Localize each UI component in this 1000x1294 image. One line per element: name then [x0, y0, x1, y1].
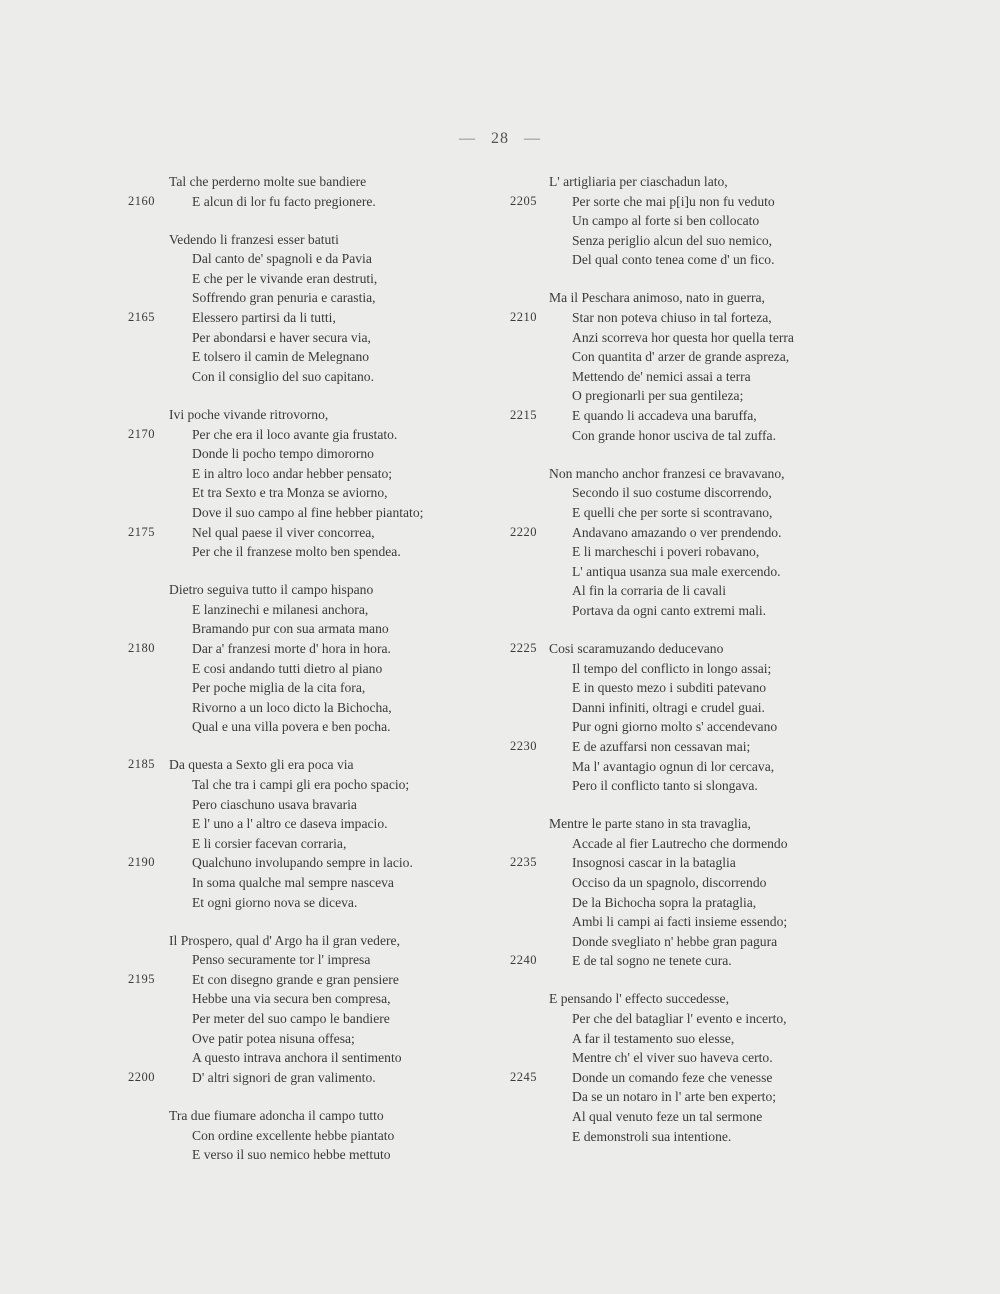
verse-line	[500, 1048, 1000, 1068]
verse-line	[0, 619, 500, 639]
stanza	[0, 931, 500, 1088]
page-header	[0, 130, 1000, 148]
verse-line	[0, 989, 500, 1009]
verse-line	[0, 698, 500, 718]
verse-line	[0, 834, 500, 854]
verse-text: Il Prospero, qual d' Argo ha il gran vedere,	[169, 932, 400, 948]
verse-text: Accade al fier Lautrecho che dormendo	[572, 835, 788, 851]
verse-text: Al fin la corraria de li cavali	[572, 583, 726, 599]
stanza	[0, 405, 500, 562]
verse-line	[500, 426, 1000, 446]
verse-text: Mentre le parte stano in sta travaglia,	[549, 816, 751, 832]
verse-line	[500, 989, 1000, 1009]
verse-line	[0, 814, 500, 834]
line-number: 2240	[510, 953, 537, 968]
verse-line	[500, 288, 1000, 308]
verse-text: Dove il suo campo al fine hebber piantato;	[192, 504, 424, 520]
verse-line	[500, 562, 1000, 582]
verse-line	[500, 757, 1000, 777]
verse-line	[500, 1068, 1000, 1088]
verse-line	[0, 1029, 500, 1049]
verse-line	[0, 873, 500, 893]
verse-line	[500, 192, 1000, 212]
line-number: 2160	[128, 193, 155, 208]
verse-line	[0, 249, 500, 269]
verse-line	[500, 581, 1000, 601]
verse-text: Hebbe una via secura ben compresa,	[192, 991, 391, 1007]
verse-line	[0, 893, 500, 913]
verse-line	[0, 347, 500, 367]
stanza	[0, 230, 500, 387]
verse-line	[500, 893, 1000, 913]
verse-text: Donde un comando feze che venesse	[572, 1069, 773, 1085]
verse-text: Da questa a Sexto gli era poca via	[169, 757, 354, 773]
verse-text: Rivorno a un loco dicto la Bichocha,	[192, 699, 392, 715]
verse-line	[500, 1087, 1000, 1107]
verse-line	[0, 1106, 500, 1126]
verse-text: Donde svegliato n' hebbe gran pagura	[572, 933, 778, 949]
verse-text: Et ogni giorno nova se diceva.	[192, 894, 358, 910]
verse-text: E quelli che per sorte si scontravano,	[572, 504, 773, 520]
verse-line	[0, 192, 500, 212]
header-dash-left: —	[459, 130, 476, 147]
verse-line	[0, 464, 500, 484]
verse-text: A questo intrava anchora il sentimento	[192, 1050, 402, 1066]
verse-text: Un campo al forte si ben collocato	[572, 213, 760, 229]
verse-text: Con grande honor usciva de tal zuffa.	[572, 427, 776, 443]
verse-line	[500, 347, 1000, 367]
line-number: 2170	[128, 426, 155, 441]
verse-text: Per abondarsi e haver secura via,	[192, 329, 371, 345]
line-number: 2175	[128, 524, 155, 539]
verse-line	[500, 912, 1000, 932]
verse-text: Per poche miglia de la cita fora,	[192, 680, 366, 696]
verse-text: Del qual conto tenea come d' un fico.	[572, 252, 775, 268]
verse-line	[500, 814, 1000, 834]
verse-text: Da se un notaro in l' arte ben experto;	[572, 1089, 777, 1105]
verse-line	[0, 425, 500, 445]
verse-line	[500, 853, 1000, 873]
verse-line	[500, 1009, 1000, 1029]
verse-text: Donde li pocho tempo dimororno	[192, 446, 374, 462]
verse-line	[0, 678, 500, 698]
verse-text: Pero il conflicto tanto si slongava.	[572, 778, 758, 794]
line-number: 2230	[510, 738, 537, 753]
verse-line	[0, 328, 500, 348]
verse-line	[500, 231, 1000, 251]
verse-line	[500, 542, 1000, 562]
stanza	[0, 1106, 500, 1165]
verse-text: E quando li accadeva una baruffa,	[572, 408, 757, 424]
verse-line	[500, 601, 1000, 621]
verse-text: Con quantita d' arzer de grande aspreza,	[572, 349, 790, 365]
verse-line	[0, 367, 500, 387]
stanza	[0, 755, 500, 912]
verse-line	[0, 1048, 500, 1068]
verse-text: E cosi andando tutti dietro al piano	[192, 660, 383, 676]
verse-line	[0, 950, 500, 970]
verse-line	[500, 951, 1000, 971]
verse-text: Con ordine excellente hebbe piantato	[192, 1127, 395, 1143]
verse-line	[500, 717, 1000, 737]
verse-line	[500, 932, 1000, 952]
verse-line	[0, 444, 500, 464]
verse-line	[500, 328, 1000, 348]
verse-text: Danni infiniti, oltragi e crudel guai.	[572, 699, 765, 715]
verse-text: D' altri signori de gran valimento.	[192, 1069, 376, 1085]
line-number: 2200	[128, 1069, 155, 1084]
verse-text: Pur ogni giorno molto s' accendevano	[572, 719, 778, 735]
verse-text: E verso il suo nemico hebbe mettuto	[192, 1147, 391, 1163]
stanza	[500, 639, 1000, 796]
verse-text: Tra due fiumare adoncha il campo tutto	[169, 1107, 384, 1123]
verse-line	[500, 386, 1000, 406]
verse-text: Con il consiglio del suo capitano.	[192, 368, 374, 384]
verse-text: E li marcheschi i poveri robavano,	[572, 544, 760, 560]
verse-line	[500, 211, 1000, 231]
verse-text: Elessero partirsi da li tutti,	[192, 310, 336, 326]
verse-text: Secondo il suo costume discorrendo,	[572, 485, 772, 501]
verse-line	[0, 755, 500, 775]
page-number: 28	[491, 130, 509, 147]
verse-line	[0, 717, 500, 737]
verse-line	[0, 288, 500, 308]
verse-text: Per che il franzese molto ben spendea.	[192, 544, 401, 560]
verse-line	[0, 542, 500, 562]
verse-text: Al qual venuto feze un tal sermone	[572, 1109, 763, 1125]
verse-line	[0, 853, 500, 873]
verse-line	[0, 308, 500, 328]
verse-text: Qual e una villa povera e ben pocha.	[192, 719, 391, 735]
verse-text: Cosi scaramuzando deducevano	[549, 640, 724, 656]
verse-text: E che per le vivande eran destruti,	[192, 270, 378, 286]
verse-line	[500, 737, 1000, 757]
verse-line	[0, 659, 500, 679]
verse-line	[500, 406, 1000, 426]
verse-line	[500, 1107, 1000, 1127]
verse-text: E li corsier facevan corraria,	[192, 835, 347, 851]
line-number: 2195	[128, 971, 155, 986]
verse-line	[500, 659, 1000, 679]
verse-text: L' artigliaria per ciaschadun lato,	[549, 174, 728, 189]
verse-text: Occiso da un spagnolo, discorrendo	[572, 875, 767, 890]
verse-text: Ove patir potea nisuna offesa;	[192, 1030, 355, 1046]
verse-line	[500, 523, 1000, 543]
verse-line	[500, 367, 1000, 387]
verse-text: Per sorte che mai p[i]u non fu veduto	[572, 193, 775, 209]
verse-text: Per meter del suo campo le bandiere	[192, 1011, 390, 1027]
verse-text: Et tra Sexto e tra Monza se aviorno,	[192, 485, 388, 501]
right-column	[500, 172, 1000, 1165]
verse-line	[0, 405, 500, 425]
verse-line	[0, 230, 500, 250]
stanza	[500, 989, 1000, 1146]
stanza	[500, 288, 1000, 445]
verse-text: E in altro loco andar hebber pensato;	[192, 465, 393, 481]
header-dash-right: —	[524, 130, 541, 147]
line-number: 2225	[510, 640, 537, 655]
verse-line	[500, 483, 1000, 503]
verse-text: Star non poteva chiuso in tal forteza,	[572, 310, 772, 326]
verse-text: Et con disegno grande e gran pensiere	[192, 971, 399, 987]
verse-text: Tal che perderno molte sue bandiere	[169, 174, 367, 189]
line-number: 2220	[510, 524, 537, 539]
line-number: 2235	[510, 855, 537, 870]
line-number: 2185	[128, 757, 155, 772]
verse-text: Per che del batagliar l' evento e incerto,	[572, 1011, 787, 1027]
verse-line	[500, 250, 1000, 270]
verse-line	[0, 970, 500, 990]
verse-text: Vedendo li franzesi esser batuti	[169, 231, 339, 247]
verse-text: E de azuffarsi non cessavan mai;	[572, 738, 751, 754]
line-number: 2190	[128, 855, 155, 870]
verse-line	[0, 523, 500, 543]
verse-text: Andavano amazando o ver prendendo.	[572, 524, 782, 540]
verse-text: L' antiqua usanza sua male exercendo.	[572, 563, 781, 579]
verse-text: E pensando l' effecto succedesse,	[549, 991, 729, 1007]
verse-text: Dietro seguiva tutto il campo hispano	[169, 582, 374, 598]
verse-line	[500, 639, 1000, 659]
left-column	[0, 172, 500, 1183]
verse-text: A far il testamento suo elesse,	[572, 1030, 735, 1046]
verse-line	[0, 503, 500, 523]
verse-line	[500, 834, 1000, 854]
verse-line	[0, 580, 500, 600]
verse-line	[500, 698, 1000, 718]
verse-line	[0, 1068, 500, 1088]
verse-line	[500, 678, 1000, 698]
stanza	[500, 814, 1000, 971]
verse-line	[500, 503, 1000, 523]
verse-text: Pero ciaschuno usava bravaria	[192, 796, 357, 812]
verse-line	[0, 600, 500, 620]
line-number: 2210	[510, 310, 537, 325]
verse-text: Senza periglio alcun del suo nemico,	[572, 232, 773, 248]
verse-text: Bramando pur con sua armata mano	[192, 621, 389, 637]
verse-text: O pregionarli per sua gentileza;	[572, 388, 744, 404]
verse-line	[0, 172, 500, 192]
verse-text: Portava da ogni canto extremi mali.	[572, 602, 767, 618]
verse-text: E lanzinechi e milanesi anchora,	[192, 601, 369, 617]
verse-text: Anzi scorreva hor questa hor quella terra	[572, 329, 794, 345]
verse-line	[0, 639, 500, 659]
verse-text: E de tal sogno ne tenete cura.	[572, 953, 732, 969]
verse-text: E alcun di lor fu facto pregionere.	[192, 193, 376, 209]
verse-text: E tolsero il camin de Melegnano	[192, 349, 370, 365]
verse-line	[0, 483, 500, 503]
verse-line	[0, 1126, 500, 1146]
verse-text: Soffrendo gran penuria e carastia,	[192, 290, 376, 306]
verse-text: Insognosi cascar in la bataglia	[572, 855, 736, 871]
verse-text: Per che era il loco avante gia frustato.	[192, 426, 398, 442]
verse-text: Dal canto de' spagnoli e da Pavia	[192, 251, 372, 267]
verse-line	[500, 873, 1000, 893]
verse-text: Dar a' franzesi morte d' hora in hora.	[192, 640, 391, 656]
stanza	[500, 464, 1000, 621]
verse-text: In soma qualche mal sempre nasceva	[192, 875, 394, 890]
verse-text: Tal che tra i campi gli era pocho spacio;	[192, 777, 410, 793]
verse-line	[0, 931, 500, 951]
verse-line	[500, 1029, 1000, 1049]
verse-text: Qualchuno involupando sempre in lacio.	[192, 855, 413, 871]
verse-text: Ivi poche vivande ritrovorno,	[169, 406, 329, 422]
verse-text: De la Bichocha sopra la prataglia,	[572, 894, 757, 910]
verse-text: Penso securamente tor l' impresa	[192, 952, 371, 968]
line-number: 2215	[510, 408, 537, 423]
stanza	[0, 580, 500, 737]
verse-text: Nel qual paese il viver concorrea,	[192, 524, 375, 540]
verse-text: E l' uno a l' altro ce daseva impacio.	[192, 816, 388, 832]
verse-text: Ma l' avantagio ognun di lor cercava,	[572, 758, 775, 774]
stanza	[500, 172, 1000, 270]
verse-line	[0, 775, 500, 795]
verse-text: Mettendo de' nemici assai a terra	[572, 368, 751, 384]
verse-text: Ambi li campi ai facti insieme essendo;	[572, 914, 788, 930]
verse-text: E in questo mezo i subditi patevano	[572, 680, 767, 696]
verse-line	[500, 172, 1000, 192]
verse-line	[0, 795, 500, 815]
line-number: 2180	[128, 640, 155, 655]
line-number: 2165	[128, 310, 155, 325]
verse-line	[0, 1009, 500, 1029]
verse-text: Mentre ch' el viver suo haveva certo.	[572, 1050, 773, 1066]
verse-line	[500, 1127, 1000, 1147]
verse-text: Il tempo del conflicto in longo assai;	[572, 660, 772, 676]
verse-line	[500, 464, 1000, 484]
line-number: 2205	[510, 193, 537, 208]
verse-line	[0, 269, 500, 289]
verse-text: E demonstroli sua intentione.	[572, 1128, 732, 1144]
line-number: 2245	[510, 1069, 537, 1084]
verse-line	[0, 1145, 500, 1165]
verse-text: Ma il Peschara animoso, nato in guerra,	[549, 290, 765, 306]
stanza	[0, 172, 500, 211]
verse-line	[500, 776, 1000, 796]
verse-text: Non mancho anchor franzesi ce bravavano,	[549, 465, 785, 481]
verse-line	[500, 308, 1000, 328]
